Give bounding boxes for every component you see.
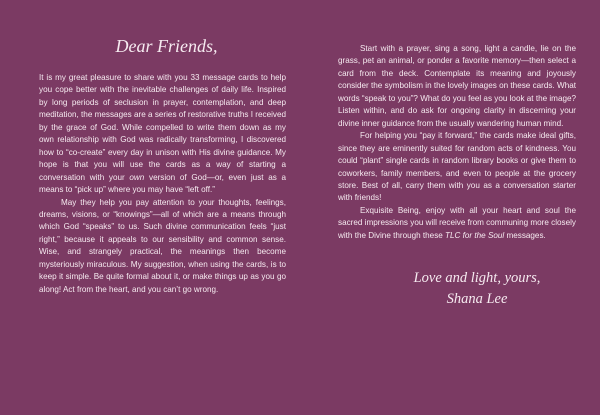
emphasis-own: own [129, 172, 145, 182]
intro-text: It is my great pleasure to share with you 33 message cards to help you cope better with the inevitable challenges of daily life. Inspired by long periods of seclusion in prayer, contemplation, and deep meditation, the messages are a series of restorative truths I received by the grace of God. While compelled to write them down as my own relationship with God was radically transforming, I discovered how to “co-create” every day in unison with His divine guidance. My hope is that you will use the cards as a way of starting a conversation with your [39, 73, 286, 182]
gifts-paragraph: For helping you “pay it forward,” the cards make ideal gifts, since they are eminently suited for random acts of kindness. You could “plant” single cards in random library books or give them to coworkers, family members, and even to people at the grocery store. Best of all, carry them with you as a conversation starter with friends! [338, 131, 576, 203]
right-page [300, 0, 600, 415]
signature: Shana Lee [446, 291, 508, 308]
closing-line: Love and light, yours, [413, 270, 541, 287]
closing-block [338, 268, 576, 310]
blessing-paragraph [338, 205, 576, 242]
intro-text-end: version of God—or, even just as a means to “pick up” where you may have “left off.” [39, 172, 286, 195]
book-title: TLC for the Soul [445, 230, 505, 240]
guidance-paragraph: May they help you pay attention to your thoughts, feelings, dreams, visions, or “knowings”—all of which are a means through which God “speaks” to us. Such divine communication feels “just right,” because it appeals to our sensibility and common sense. Wise, and strangely practical, the meanings then become mysteriously miraculous. My suggestion, when using the cards, is to keep it simple. Be quite formal about it, or make things up as you go along! Act from the heart, and you can’t go wrong. [39, 197, 286, 294]
blessing-text: Exquisite Being, enjoy with all your heart and soul the sacred impressions you will receive from communing more closely with the Divine through these [338, 205, 576, 240]
salutation: Dear Friends, [115, 36, 218, 56]
ritual-paragraph: Start with a prayer, sing a song, light a candle, lie on the grass, pet an animal, or ponder a favorite memory—then select a card from the deck. Contemplate its meaning and joyously consider the symbolism in the lovely images on these cards. What words “speak to you”? What do you feel as you look at the image? Listen within, and do ask for ongoing clarity in discerning your divine inner guidance from the usually wandering human mind. [338, 44, 577, 128]
blessing-text-end: messages. [504, 230, 546, 240]
intro-paragraph [39, 72, 286, 197]
